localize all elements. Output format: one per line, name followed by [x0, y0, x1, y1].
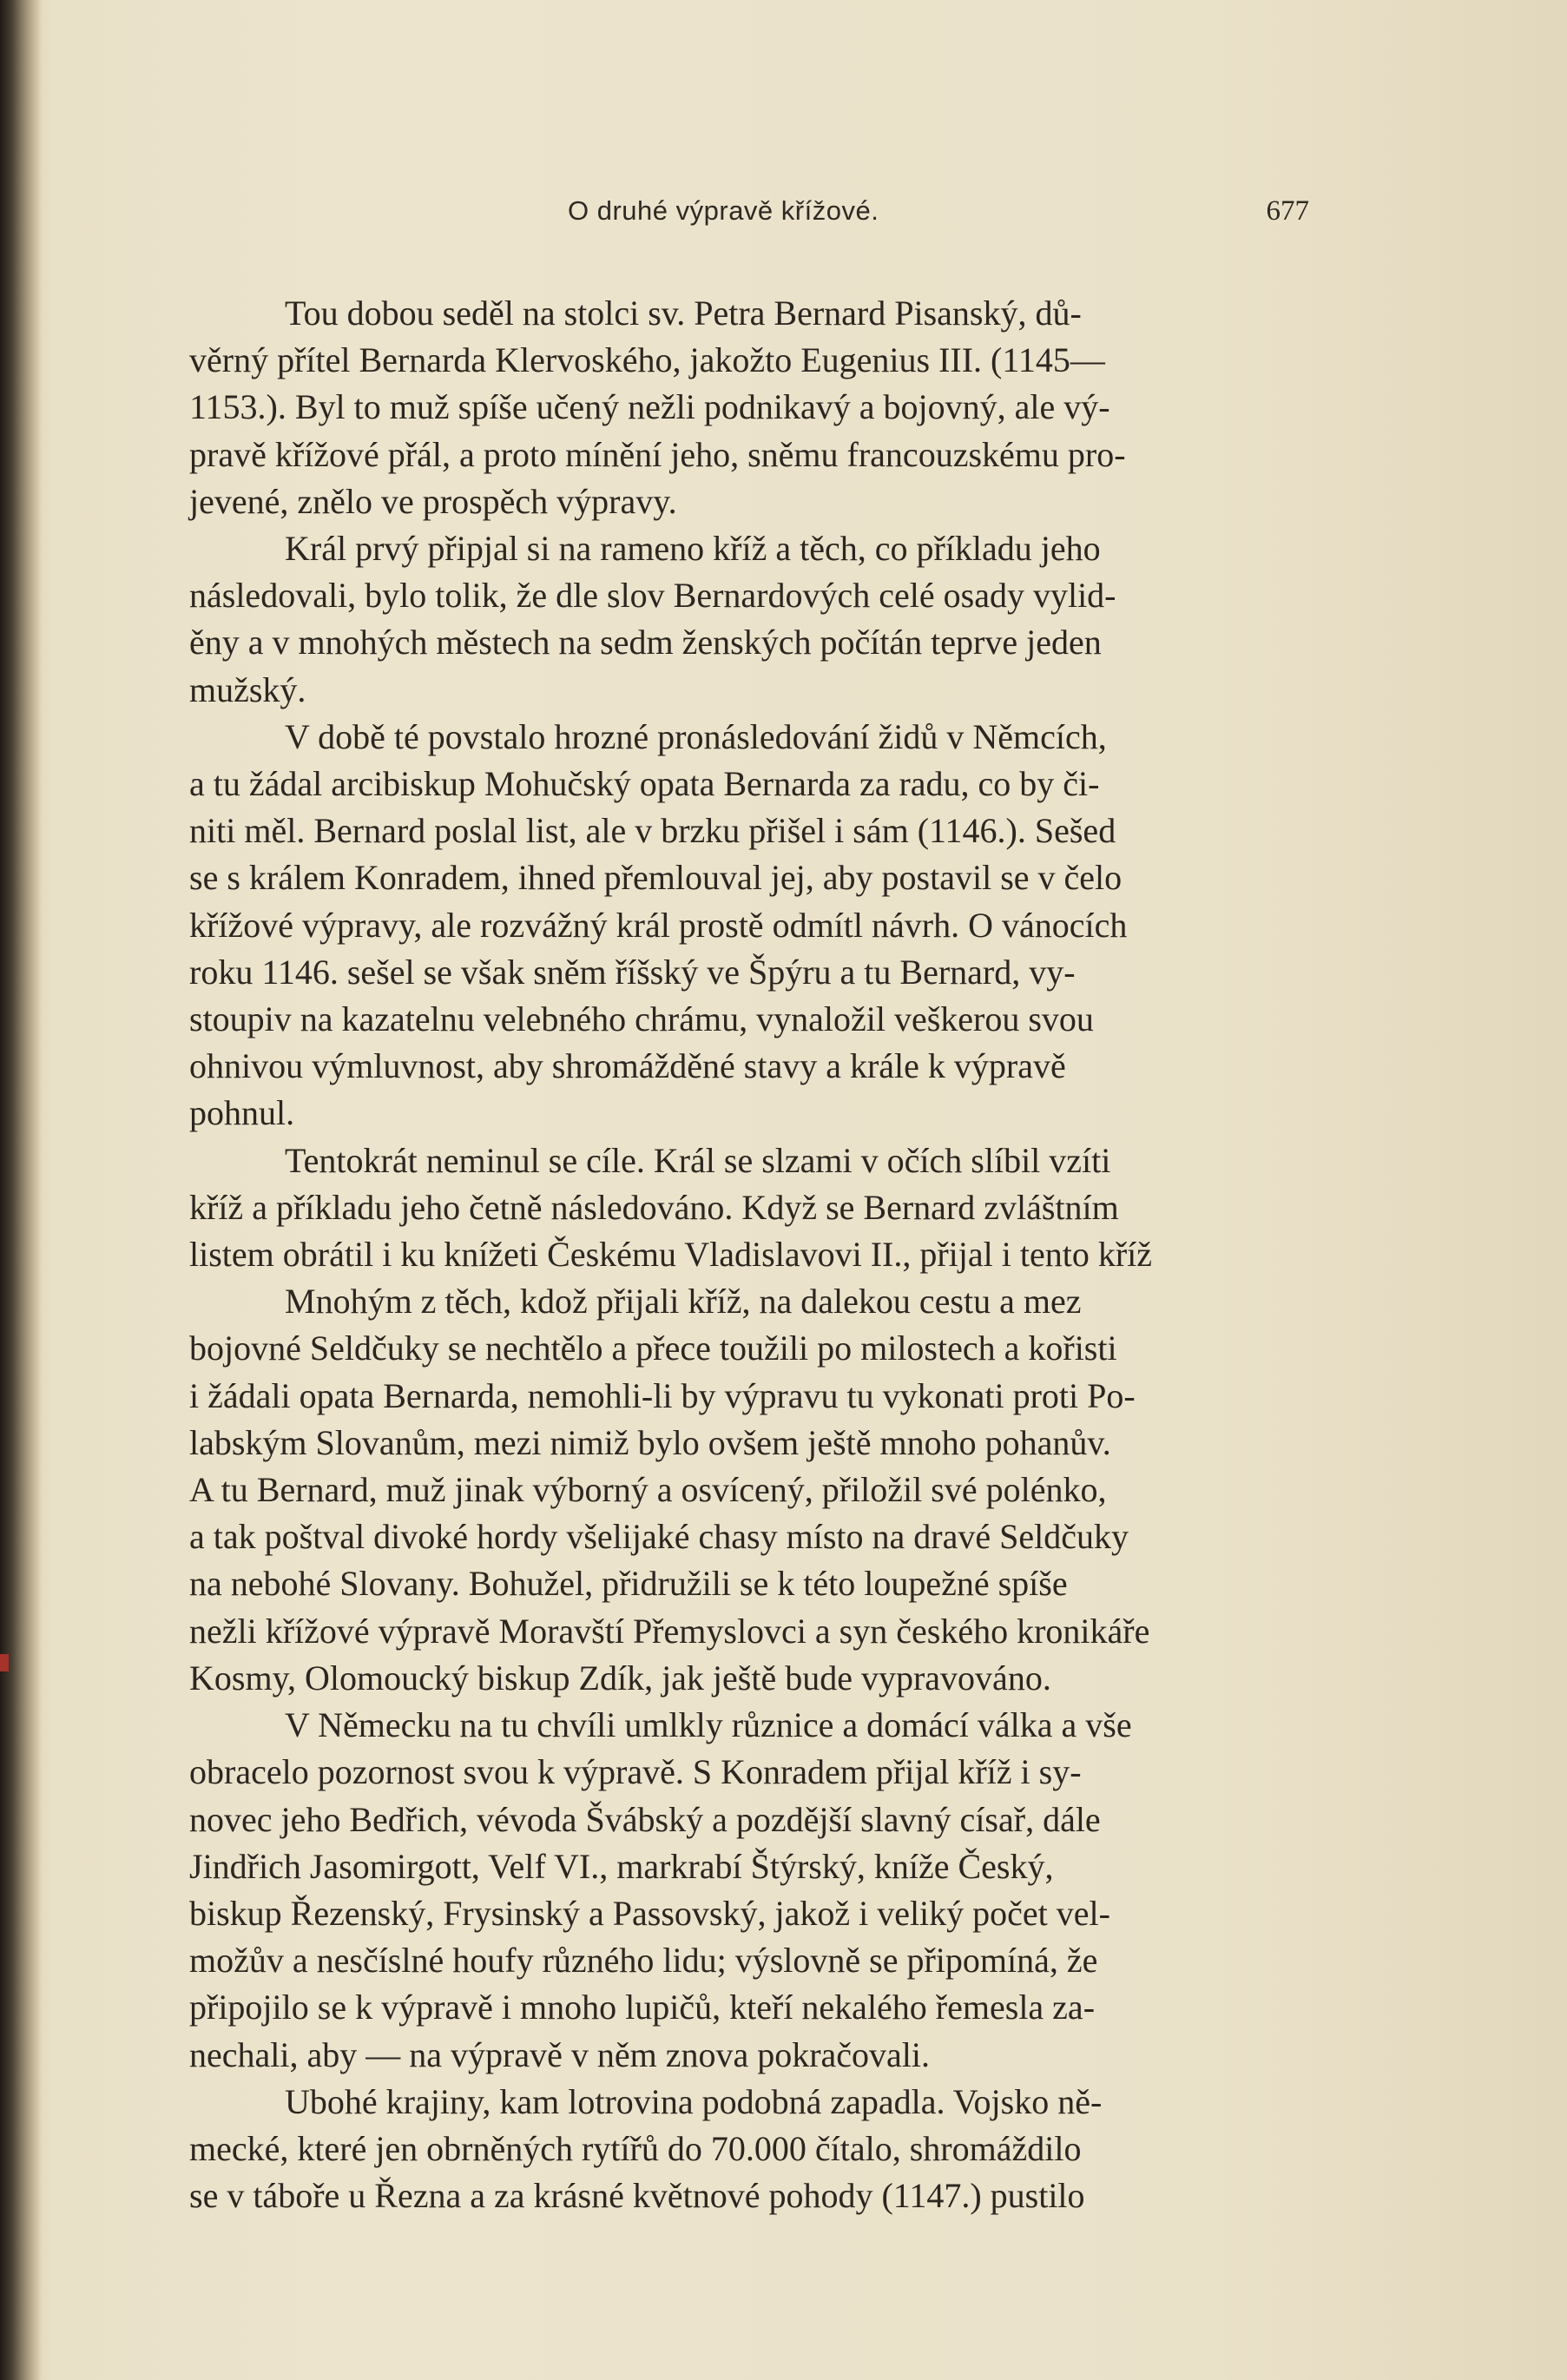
paragraph-3: V době té povstalo hrozné pronásledování židů v Němcích, a tu žádal arcibiskup Mohučský opata Bernarda za radu, co by či- niti měl. Bernard poslal list, ale v brzku přišel i sám (1146.). Sešed se s králem Konradem, ihned přemlouval jej, aby postavil se v čelo křížové výpravy, ale rozvážný král prostě odmítl návrh. O vánocích roku 1146. sešel se však sněm říšský ve Špýru a tu Bernard, vy- stoupiv na kazatelnu velebného chrámu, vynaložil veškerou svou ohnivou výmluvnost, aby shromážděné stavy a krále k výpravě pohnul. — [189, 716, 1128, 1133]
paragraph-1: Tou dobou seděl na stolci sv. Petra Bernard Pisanský, dů- věrný přítel Bernarda Klervoského, jakožto Eugenius III. (1145— 1153.). Byl to muž spíše učený nežli podnikavý a bojovný, ale vý- pravě křížové přál, a proto mínění jeho, sněmu francouzskému pro- jevené, znělo ve prospěch výpravy. — [189, 293, 1126, 521]
page-number: 677 — [1266, 195, 1309, 227]
book-binding-edge — [0, 0, 42, 2380]
paragraph-6: V Německu na tu chvíli umlkly různice a domácí válka a vše obracelo pozornost svou k výpravě. S Konradem přijal kříž i sy- novec jeho Bedřich, vévoda Švábský a pozdější slavný císař, dále Jindřich Jasomirgott, Velf VI., markrabí Štýrský, kníže Český, biskup Řezenský, Frysinský a Passovský, jakož i veliký počet vel- možův a nesčíslné houfy různého lidu; výslovně se připomíná, že připojilo se k výpravě i mnoho lupičů, kteří nekalého řemesla za- nechali, aby — na výpravě v něm znova pokračovali. — [189, 1705, 1132, 2074]
page-edge-marker — [0, 1654, 9, 1671]
running-head — [189, 195, 1309, 239]
paragraph-2: Král prvý připjal si na rameno kříž a těch, co příkladu jeho následovali, bylo tolik, že dle slov Bernardových celé osady vylid- ěny a v mnohých městech na sedm ženských počítán teprve jeden mužský. — [189, 529, 1116, 709]
paragraph-5: Mnohým z těch, kdož přijali kříž, na dalekou cestu a mez bojovné Seldčuky se nechtělo a přece toužili po milostech a kořisti i žádali opata Bernarda, nemohli-li by výpravu tu vykonati proti Po- labským Slovanům, mezi nimiž bylo ovšem ještě mnoho pohanův. A tu Bernard, muž jinak výborný a osvícený, přiložil své polénko, a tak poštval divoké hordy všelijaké chasy místo na dravé Seldčuky na nebohé Slovany. Bohužel, přidružili se k této loupežné spíše nežli křížové výpravě Moravští Přemyslovci a syn českého kronikáře Kosmy, Olomoucký biskup Zdík, jak ještě bude vypravováno. — [189, 1282, 1150, 1698]
running-title: O druhé výpravě křížové. — [568, 195, 879, 226]
paragraph-7: Ubohé krajiny, kam lotrovina podobná zapadla. Vojsko ně- mecké, které jen obrněných rytířů do 70.000 čítalo, shromáždilo se v táboře u Řezna a za krásné květnové pohody (1147.) pustilo — [189, 2081, 1103, 2216]
paragraph-4: Tentokrát neminul se cíle. Král se slzami v očích slíbil vzíti kříž a příkladu jeho četně následováno. Když se Bernard zvláštním listem obrátil i ku knížeti Českému Vladislavovi II., přijal i tento kříž — [189, 1140, 1153, 1275]
text-body — [189, 290, 1309, 2219]
